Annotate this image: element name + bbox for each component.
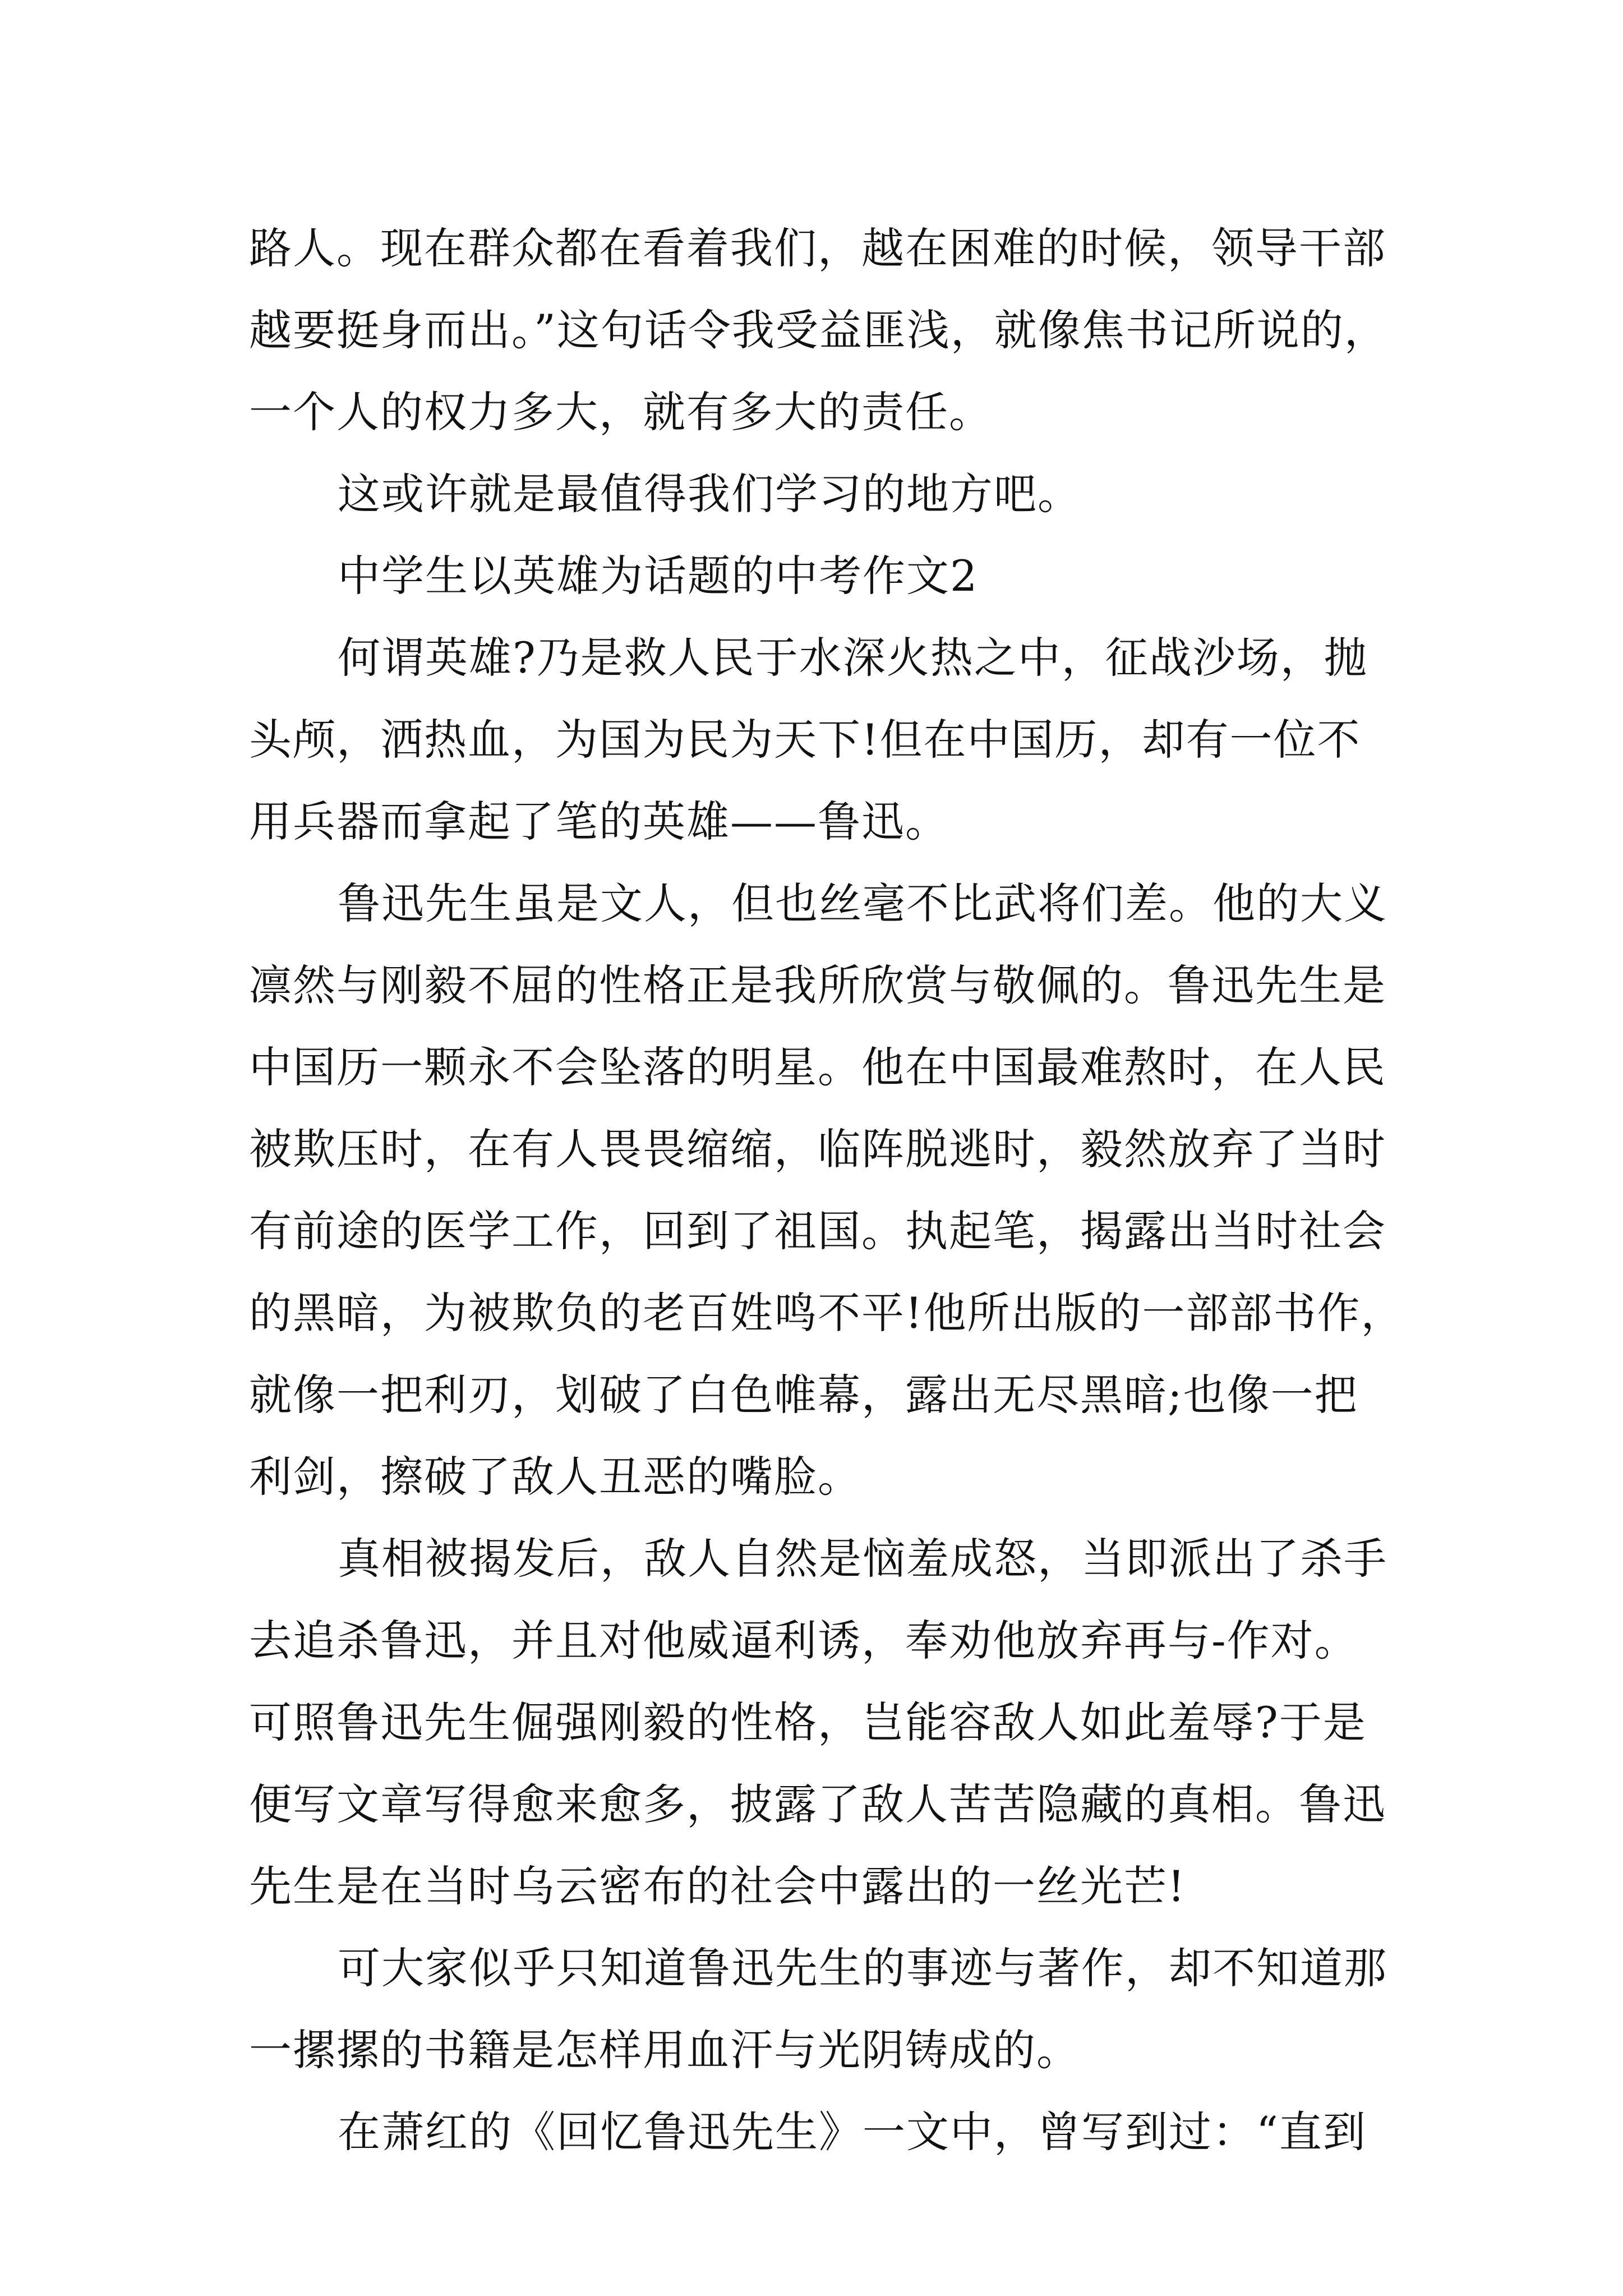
essay-heading: 中学生以英雄为话题的中考作文2 [338, 551, 979, 601]
text-line: 用兵器而拿起了笔的英雄——鲁迅。 [249, 797, 949, 846]
text-line: 的黑暗，为被欺负的老百姓鸣不平!他所出版的一部部书作， [249, 1288, 1405, 1338]
text-line: 去追杀鲁迅，并且对他威逼利诱，奉劝他放弃再与-作对。 [249, 1616, 1358, 1665]
text-line: 被欺压时，在有人畏畏缩缩，临阵脱逃时，毅然放弃了当时 [249, 1124, 1386, 1174]
text-line: 就像一把利刃，划破了白色帷幕，露出无尽黑暗;也像一把 [249, 1370, 1358, 1420]
text-line: 便写文章写得愈来愈多，披露了敌人苦苦隐藏的真相。鲁迅 [249, 1779, 1386, 1829]
text-line: 何谓英雄?乃是救人民于水深火热之中，征战沙场，抛 [338, 633, 1368, 683]
text-line: 在萧红的《回忆鲁迅先生》一文中，曾写到过：“直到 [338, 2107, 1367, 2157]
text-line: 中国历一颗永不会坠落的明星。他在中国最难熬时，在人民 [249, 1042, 1386, 1092]
text-line: 头颅，洒热血，为国为民为天下!但在中国历，却有一位不 [249, 715, 1361, 765]
text-line: 真相被揭发后，敌人自然是恼羞成怒，当即派出了杀手 [338, 1534, 1387, 1584]
text-line: 鲁迅先生虽是文人，但也丝毫不比武将们差。他的大义 [338, 878, 1387, 928]
text-line: 利剑，擦破了敌人丑恶的嘴脸。 [249, 1452, 861, 1502]
text-line: 这或许就是最值得我们学习的地方吧。 [338, 469, 1081, 519]
text-line: 可大家似乎只知道鲁迅先生的事迹与著作，却不知道那 [338, 1943, 1387, 1993]
text-line: 一个人的权力多大，就有多大的责任。 [249, 387, 993, 437]
text-line: 越要挺身而出。”这句话令我受益匪浅，就像焦书记所说的， [249, 305, 1388, 355]
text-line: 先生是在当时乌云密布的社会中露出的一丝光芒! [249, 1861, 1186, 1911]
essay-body [249, 208, 1405, 2173]
text-line: 一摞摞的书籍是怎样用血汗与光阴铸成的。 [249, 2025, 1080, 2075]
text-line: 凛然与刚毅不屈的性格正是我所欣赏与敬佩的。鲁迅先生是 [249, 960, 1386, 1010]
text-line: 有前途的医学工作，回到了祖国。执起笔，揭露出当时社会 [249, 1206, 1386, 1256]
text-line: 可照鲁迅先生倔强刚毅的性格，岂能容敌人如此羞辱?于是 [249, 1697, 1367, 1747]
text-line: 路人。现在群众都在看着我们，越在困难的时候，领导干部 [249, 223, 1386, 273]
